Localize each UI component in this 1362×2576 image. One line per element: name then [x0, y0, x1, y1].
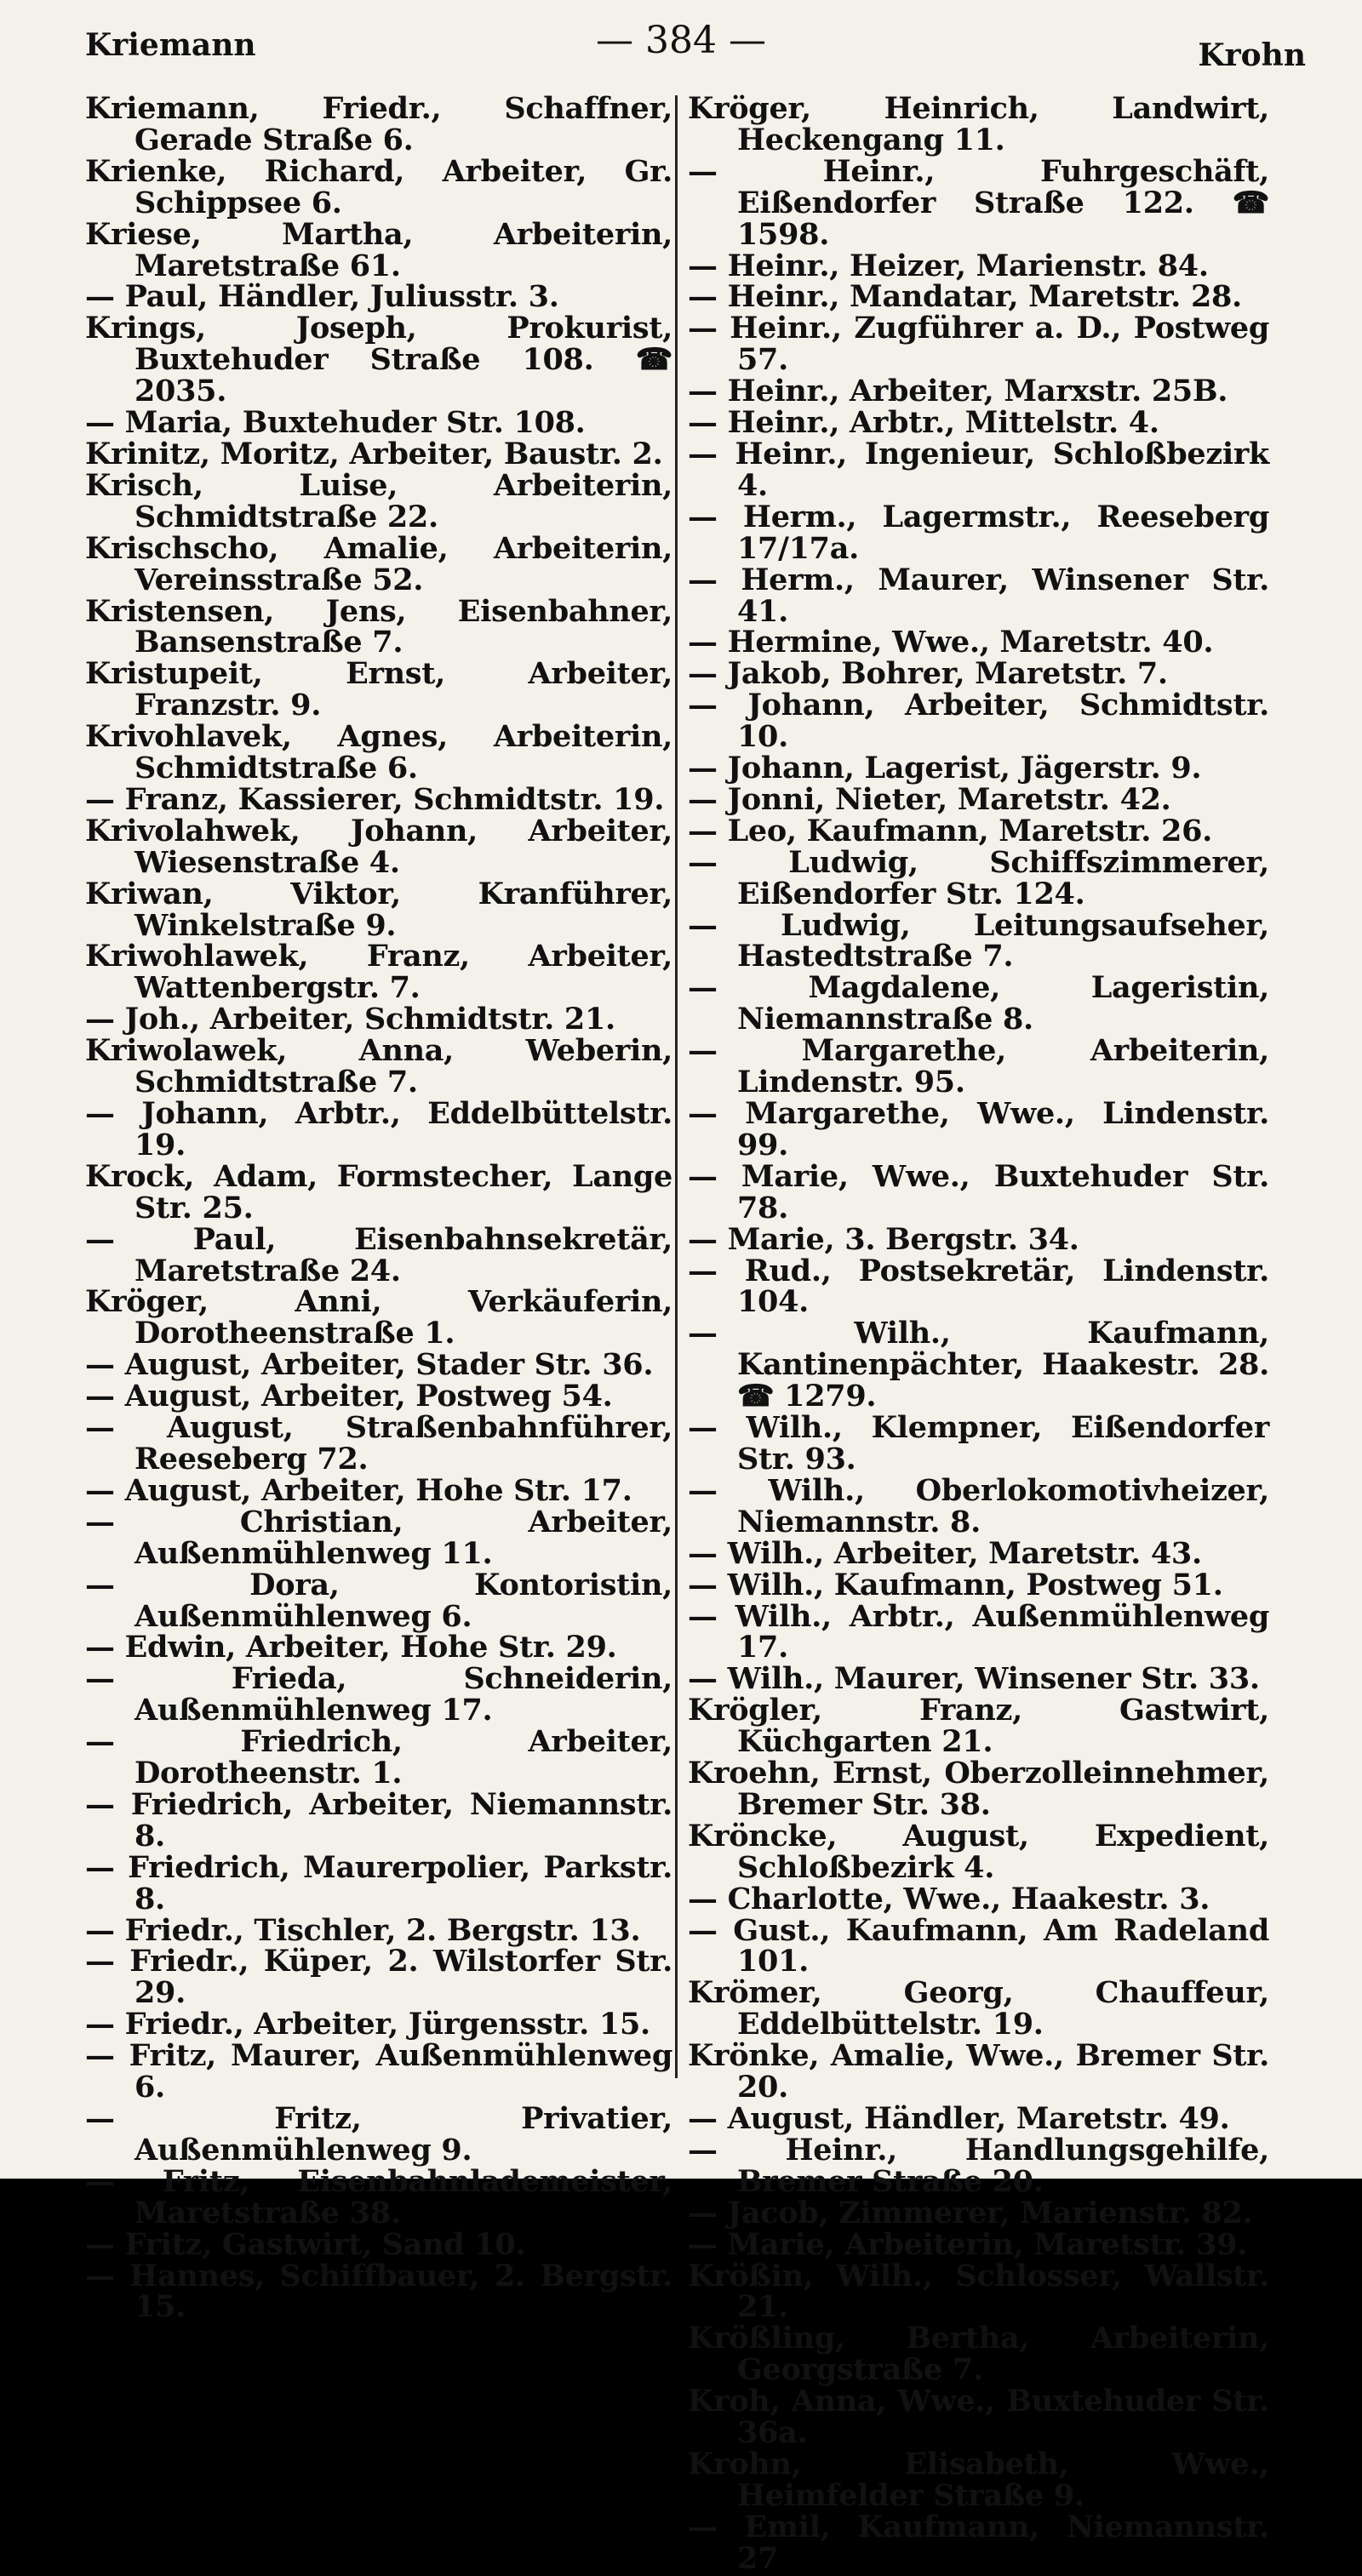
directory-entry: — Emil, Kaufmann, Niemannstr. 27 — [688, 2509, 1269, 2576]
directory-entry: — Heinr., Ingenieur, Schloßbezirk 4. — [688, 436, 1269, 503]
directory-entry: Krögler, Franz, Gastwirt, Küchgarten 21. — [688, 1693, 1269, 1760]
directory-entry: — Heinr., Mandatar, Maretstr. 28. — [688, 279, 1242, 315]
directory-entry: — Hermine, Wwe., Maretstr. 40. — [688, 625, 1214, 660]
directory-entry: Krock, Adam, Formstecher, Lange Str. 25. — [85, 1158, 672, 1225]
directory-entry: — Fritz, Maurer, Außenmühlenweg 6. — [85, 2038, 672, 2105]
directory-entry: — Fritz, Gastwirt, Sand 10. — [85, 2226, 526, 2262]
directory-entry: — Johann, Arbeiter, Schmidtstr. 10. — [688, 688, 1269, 755]
directory-entry: — Dora, Kontoristin, Außenmühlenweg 6. — [85, 1567, 672, 1634]
directory-entry: — Friedrich, Arbeiter, Dorotheenstr. 1. — [85, 1724, 672, 1791]
directory-entry: Krivolahwek, Johann, Arbeiter, Wiesenstraße 4. — [85, 813, 672, 880]
column-divider — [675, 95, 678, 2078]
directory-entry: — Rud., Postsekretär, Lindenstr. 104. — [688, 1253, 1269, 1320]
directory-entry: — Johann, Lagerist, Jägerstr. 9. — [688, 751, 1202, 786]
directory-entry: Kristensen, Jens, Eisenbahner, Bansenstraße 7. — [85, 593, 672, 660]
directory-entry: — Heinr., Fuhrgeschäft, Eißendorfer Straße 122. ☎ 1598. — [688, 153, 1269, 252]
directory-entry: Kristupeit, Ernst, Arbeiter, Franzstr. 9. — [85, 656, 672, 723]
running-head-right: Krohn — [1198, 37, 1306, 73]
directory-entry: — Wilh., Arbtr., Außenmühlenweg 17. — [688, 1598, 1269, 1665]
page-number: — 384 — — [596, 19, 766, 62]
directory-entry: — Ludwig, Leitungsaufseher, Hastedtstraße 7. — [688, 907, 1269, 974]
directory-entry: — Charlotte, Wwe., Haakestr. 3. — [688, 1881, 1210, 1916]
directory-entry: Krömer, Georg, Chauffeur, Eddelbüttelstr. 19. — [688, 1975, 1269, 2042]
directory-entry: — Margarethe, Arbeiterin, Lindenstr. 95. — [688, 1033, 1269, 1100]
directory-entry: — Friedrich, Maurerpolier, Parkstr. 8. — [85, 1849, 672, 1916]
directory-entry: — Wilh., Klempner, Eißendorfer Str. 93. — [688, 1410, 1269, 1476]
directory-entry: Krivohlavek, Agnes, Arbeiterin, Schmidtstraße 6. — [85, 719, 672, 786]
directory-entry: — Hannes, Schiffbauer, 2. Bergstr. 15. — [85, 2258, 672, 2325]
directory-entry: — Herm., Maurer, Winsener Str. 41. — [688, 562, 1269, 629]
directory-entry: Kriese, Martha, Arbeiterin, Maretstraße 61. — [85, 216, 672, 283]
directory-entry: — Heinr., Zugführer a. D., Postweg 57. — [688, 311, 1269, 378]
directory-entry: — Marie, 3. Bergstr. 34. — [688, 1221, 1079, 1257]
directory-entry: — Gust., Kaufmann, Am Radeland 101. — [688, 1912, 1269, 1979]
directory-entry: — Christian, Arbeiter, Außenmühlenweg 11. — [85, 1504, 672, 1571]
directory-entry: — Wilh., Arbeiter, Maretstr. 43. — [688, 1535, 1202, 1571]
page-header — [0, 15, 1362, 75]
directory-entry: — August, Straßenbahnführer, Reeseberg 72. — [85, 1410, 672, 1476]
directory-entry: — Wilh., Maurer, Winsener Str. 33. — [688, 1661, 1260, 1697]
directory-entry: — Fritz, Eisenbahnlademeister, Maretstraße 38. — [85, 2163, 672, 2230]
left-column — [85, 91, 672, 2325]
directory-entry: Kroh, Anna, Wwe., Buxtehuder Str. 36a. — [688, 2384, 1269, 2451]
directory-entry: — August, Händler, Maretstr. 49. — [688, 2101, 1230, 2136]
directory-entry: — August, Arbeiter, Stader Str. 36. — [85, 1347, 654, 1383]
running-head-left: Kriemann — [85, 27, 256, 63]
directory-entry: — Jonni, Nieter, Maretstr. 42. — [688, 781, 1171, 817]
directory-entry: Kriwan, Viktor, Kranführer, Winkelstraße 9. — [85, 876, 672, 943]
directory-entry: Krisch, Luise, Arbeiterin, Schmidtstraße 22. — [85, 467, 672, 534]
directory-entry: — Margarethe, Wwe., Lindenstr. 99. — [688, 1096, 1269, 1162]
directory-entry: — Magdalene, Lageristin, Niemannstraße 8. — [688, 970, 1269, 1037]
directory-entry: Kröger, Heinrich, Landwirt, Heckengang 11. — [688, 91, 1269, 157]
directory-entry: — Wilh., Kaufmann, Postweg 51. — [688, 1567, 1223, 1602]
directory-entry: Kriwohlawek, Franz, Arbeiter, Wattenbergstr. 7. — [85, 939, 672, 1006]
directory-entry: — Franz, Kassierer, Schmidtstr. 19. — [85, 781, 665, 817]
directory-entry: — Marie, Wwe., Buxtehuder Str. 78. — [688, 1158, 1269, 1225]
right-column — [688, 91, 1269, 2576]
directory-entry: — Friedr., Küper, 2. Wilstorfer Str. 29. — [85, 1944, 672, 2011]
directory-entry: Kröger, Anni, Verkäuferin, Dorotheenstraße 1. — [85, 1284, 672, 1351]
directory-entry: — Leo, Kaufmann, Maretstr. 26. — [688, 813, 1213, 848]
directory-entry: — Friedr., Tischler, 2. Bergstr. 13. — [85, 1912, 641, 1948]
directory-entry: — August, Arbeiter, Hohe Str. 17. — [85, 1472, 632, 1508]
directory-entry: — Jacob, Zimmerer, Marienstr. 82. — [688, 2195, 1253, 2230]
directory-entry: — Heinr., Arbeiter, Marxstr. 25B. — [688, 374, 1228, 409]
directory-entry: — Johann, Arbtr., Eddelbüttelstr. 19. — [85, 1096, 672, 1162]
directory-entry: — Marie, Arbeiterin, Maretstr. 39. — [688, 2226, 1248, 2262]
directory-entry: Kroehn, Ernst, Oberzolleinnehmer, Bremer Str. 38. — [688, 1756, 1269, 1822]
directory-entry: Kriwolawek, Anna, Weberin, Schmidtstraße 7. — [85, 1033, 672, 1100]
directory-entry: — Ludwig, Schiffszimmerer, Eißendorfer Str. 124. — [688, 844, 1269, 911]
directory-entry: Kröncke, August, Expedient, Schloßbezirk 4. — [688, 1818, 1269, 1885]
directory-entry: Krönke, Amalie, Wwe., Bremer Str. 20. — [688, 2038, 1269, 2105]
directory-entry: Krienke, Richard, Arbeiter, Gr. Schippsee 6. — [85, 153, 672, 220]
directory-entry: Kriemann, Friedr., Schaffner, Gerade Straße 6. — [85, 91, 672, 157]
directory-entry: — Jakob, Bohrer, Maretstr. 7. — [688, 656, 1168, 692]
directory-entry: — Heinr., Handlungsgehilfe, Bremer Straße 20. — [688, 2132, 1269, 2199]
directory-entry: — August, Arbeiter, Postweg 54. — [85, 1379, 613, 1414]
directory-entry: Krinitz, Moritz, Arbeiter, Baustr. 2. — [85, 436, 663, 471]
directory-entry: — Wilh., Oberlokomotivheizer, Niemannstr. 8. — [688, 1472, 1269, 1539]
directory-entry: Krischscho, Amalie, Arbeiterin, Vereinsstraße 52. — [85, 530, 672, 597]
directory-entry: Krößin, Wilh., Schlosser, Wallstr. 21. — [688, 2258, 1269, 2325]
directory-entry: — Heinr., Heizer, Marienstr. 84. — [688, 248, 1209, 283]
directory-entry: — Herm., Lagermstr., Reeseberg 17/17a. — [688, 499, 1269, 566]
directory-entry: — Friedr., Arbeiter, Jürgensstr. 15. — [85, 2007, 650, 2042]
directory-entry: — Fritz, Privatier, Außenmühlenweg 9. — [85, 2101, 672, 2168]
directory-entry: — Paul, Eisenbahnsekretär, Maretstraße 24. — [85, 1221, 672, 1288]
directory-entry: — Maria, Buxtehuder Str. 108. — [85, 405, 586, 441]
directory-entry: — Paul, Händler, Juliusstr. 3. — [85, 279, 559, 315]
directory-entry: — Frieda, Schneiderin, Außenmühlenweg 17. — [85, 1661, 672, 1728]
directory-entry: — Heinr., Arbtr., Mittelstr. 4. — [688, 405, 1159, 441]
directory-entry: Krößling, Bertha, Arbeiterin, Georgstraße 7. — [688, 2321, 1269, 2388]
directory-entry: — Wilh., Kaufmann, Kantinenpächter, Haakestr. 28. ☎ 1279. — [688, 1316, 1269, 1414]
directory-entry: Krings, Joseph, Prokurist, Buxtehuder Straße 108. ☎ 2035. — [85, 311, 672, 409]
directory-entry: — Joh., Arbeiter, Schmidtstr. 21. — [85, 1002, 615, 1037]
directory-entry: — Edwin, Arbeiter, Hohe Str. 29. — [85, 1630, 617, 1665]
directory-entry: — Friedrich, Arbeiter, Niemannstr. 8. — [85, 1786, 672, 1853]
directory-entry: Krohn, Elisabeth, Wwe., Heimfelder Straße 9. — [688, 2446, 1269, 2513]
